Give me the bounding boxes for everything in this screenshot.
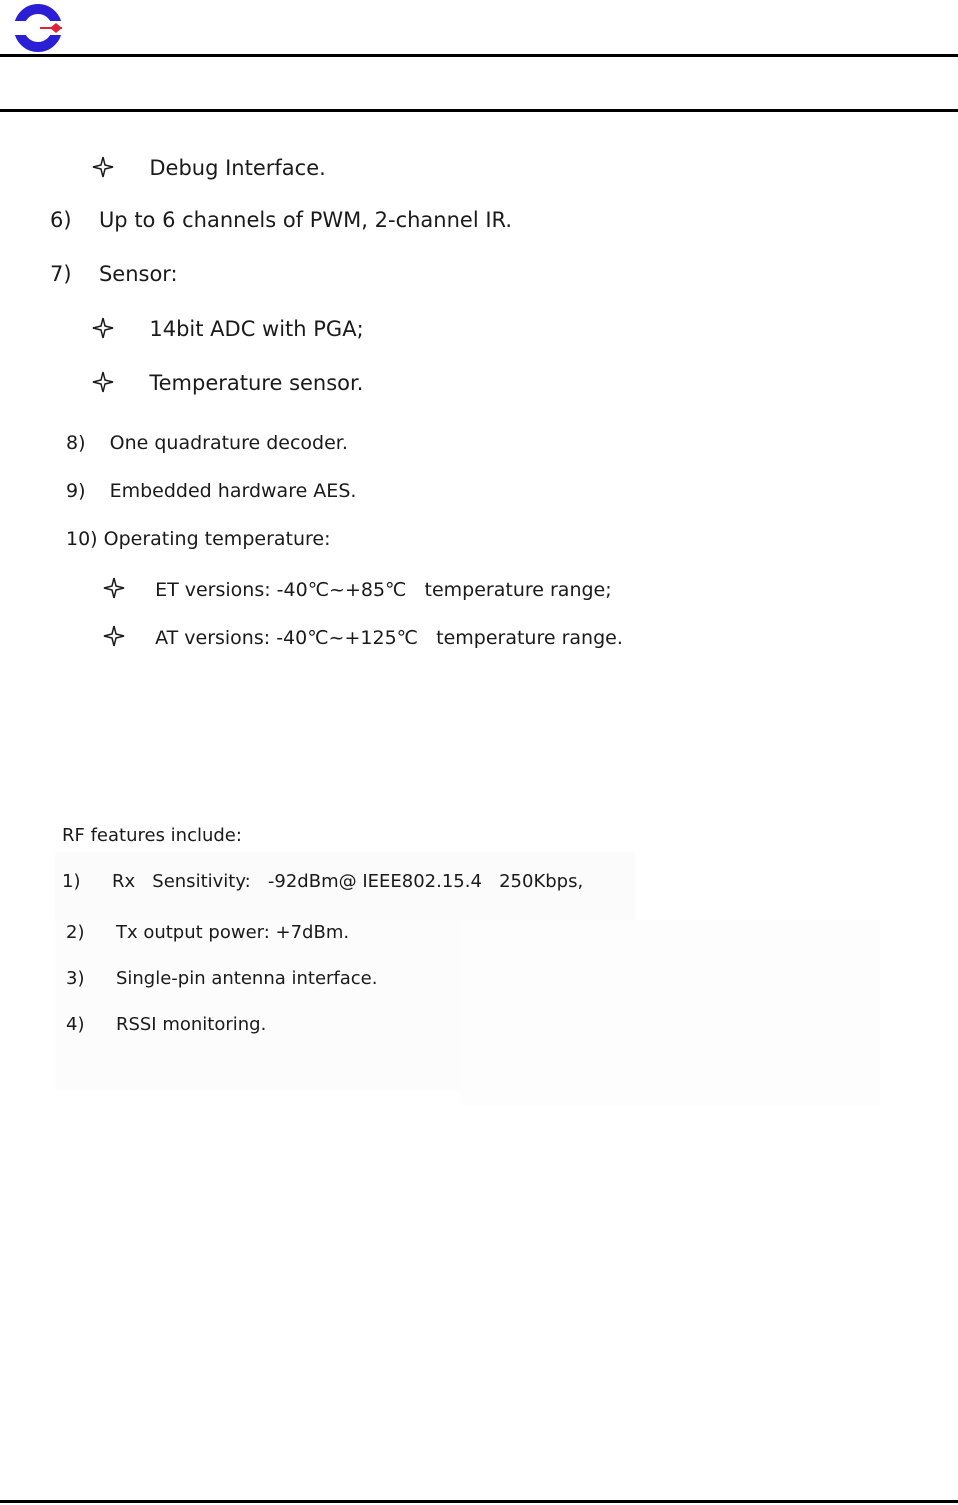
list-item-debug-interface [92, 156, 326, 179]
rf-item-text: RSSI monitoring. [115, 1014, 267, 1035]
sub-item-adc [92, 317, 364, 340]
list-item-7 [50, 264, 178, 285]
list-item-text: One quadrature decoder. [109, 432, 348, 454]
rf-heading: RF features include: [62, 825, 242, 846]
list-item-text: Embedded hardware AES. [109, 480, 357, 502]
list-item-text: Debug Interface. [149, 156, 326, 180]
sub-item-at-versions [103, 625, 623, 648]
rf-item-text: Single-pin antenna interface. [115, 968, 378, 989]
rf-item-1 [62, 873, 583, 891]
rf-item-4 [66, 1016, 266, 1034]
list-number: 3) [66, 968, 85, 989]
sub-item-text: 14bit ADC with PGA; [149, 317, 364, 341]
rf-item-text: Rx Sensitivity: -92dBm@ IEEE802.15.4 250Kbps, [111, 871, 584, 892]
list-number: 9) [66, 480, 86, 502]
sub-item-text: AT versions: -40℃~+125℃ temperature range. [155, 627, 623, 649]
list-number: 4) [66, 1014, 85, 1035]
list-item-text: Sensor: [98, 262, 178, 286]
rf-item-3 [66, 970, 377, 988]
list-number: 8) [66, 432, 86, 454]
header-rule-top [0, 54, 958, 57]
list-item-text: Operating temperature: [103, 528, 331, 550]
list-number: 2) [66, 922, 85, 943]
list-number: 1) [62, 871, 81, 892]
header-rule-bottom [0, 109, 958, 112]
list-number: 7) [50, 262, 72, 286]
four-point-star-icon [103, 625, 125, 647]
rf-image-background [460, 920, 880, 1105]
footer-rule [0, 1500, 958, 1503]
four-point-star-icon [103, 577, 125, 599]
company-logo-icon [10, 4, 66, 52]
sub-item-et-versions [103, 577, 612, 600]
four-point-star-icon [92, 156, 114, 178]
rf-image-background [55, 920, 465, 1090]
list-item-8 [66, 434, 348, 453]
sub-item-text: Temperature sensor. [149, 371, 364, 395]
list-item-9 [66, 482, 356, 501]
rf-item-2 [66, 924, 349, 942]
list-number: 6) [50, 208, 72, 232]
sub-item-temperature-sensor [92, 371, 363, 394]
list-item-6 [50, 210, 512, 231]
list-item-10 [66, 530, 331, 549]
sub-item-text: ET versions: -40℃~+85℃ temperature range; [155, 579, 612, 601]
rf-item-text: Tx output power: +7dBm. [115, 922, 350, 943]
four-point-star-icon [92, 317, 114, 339]
list-number: 10) [66, 528, 98, 550]
four-point-star-icon [92, 371, 114, 393]
list-item-text: Up to 6 channels of PWM, 2-channel IR. [98, 208, 513, 232]
